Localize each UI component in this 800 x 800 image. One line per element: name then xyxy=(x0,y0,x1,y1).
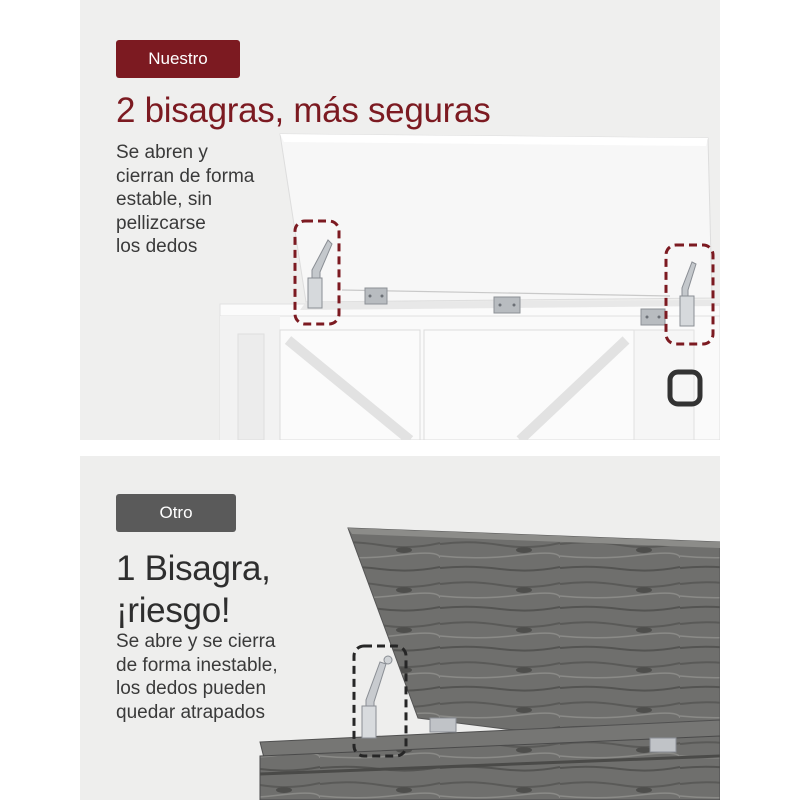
other-description-line: los dedos pueden xyxy=(116,678,267,699)
ours-description-line: los dedos xyxy=(116,236,198,257)
ours-description-line: pellizcarse xyxy=(116,212,206,234)
other-headline xyxy=(116,548,271,632)
other-description-line: quedar atrapados xyxy=(116,701,265,723)
other-description-line: Se abre y se cierra xyxy=(116,631,276,652)
other-tag: Otro xyxy=(116,494,236,532)
hinge-icon xyxy=(650,738,676,752)
hinge-icon xyxy=(641,309,665,325)
hinge-icon xyxy=(362,656,392,738)
other-description xyxy=(116,630,278,724)
comparison-panel-other xyxy=(80,456,720,800)
other-headline-line: 1 Bisagra, xyxy=(116,549,271,588)
ours-description-line: cierran de forma xyxy=(116,165,255,187)
hinge-icon xyxy=(365,288,387,304)
ours-headline: 2 bisagras, más seguras xyxy=(116,91,491,130)
ours-description xyxy=(116,141,254,259)
ours-description-line: Se abren y xyxy=(116,142,208,163)
other-headline-line: ¡riesgo! xyxy=(116,591,231,630)
hinge-icon xyxy=(430,718,456,732)
other-description-line: de forma inestable, xyxy=(116,654,278,676)
hinge-icon xyxy=(494,297,520,313)
ours-tag: Nuestro xyxy=(116,40,240,78)
comparison-panel-ours xyxy=(80,0,720,440)
ours-description-line: estable, sin xyxy=(116,189,213,210)
